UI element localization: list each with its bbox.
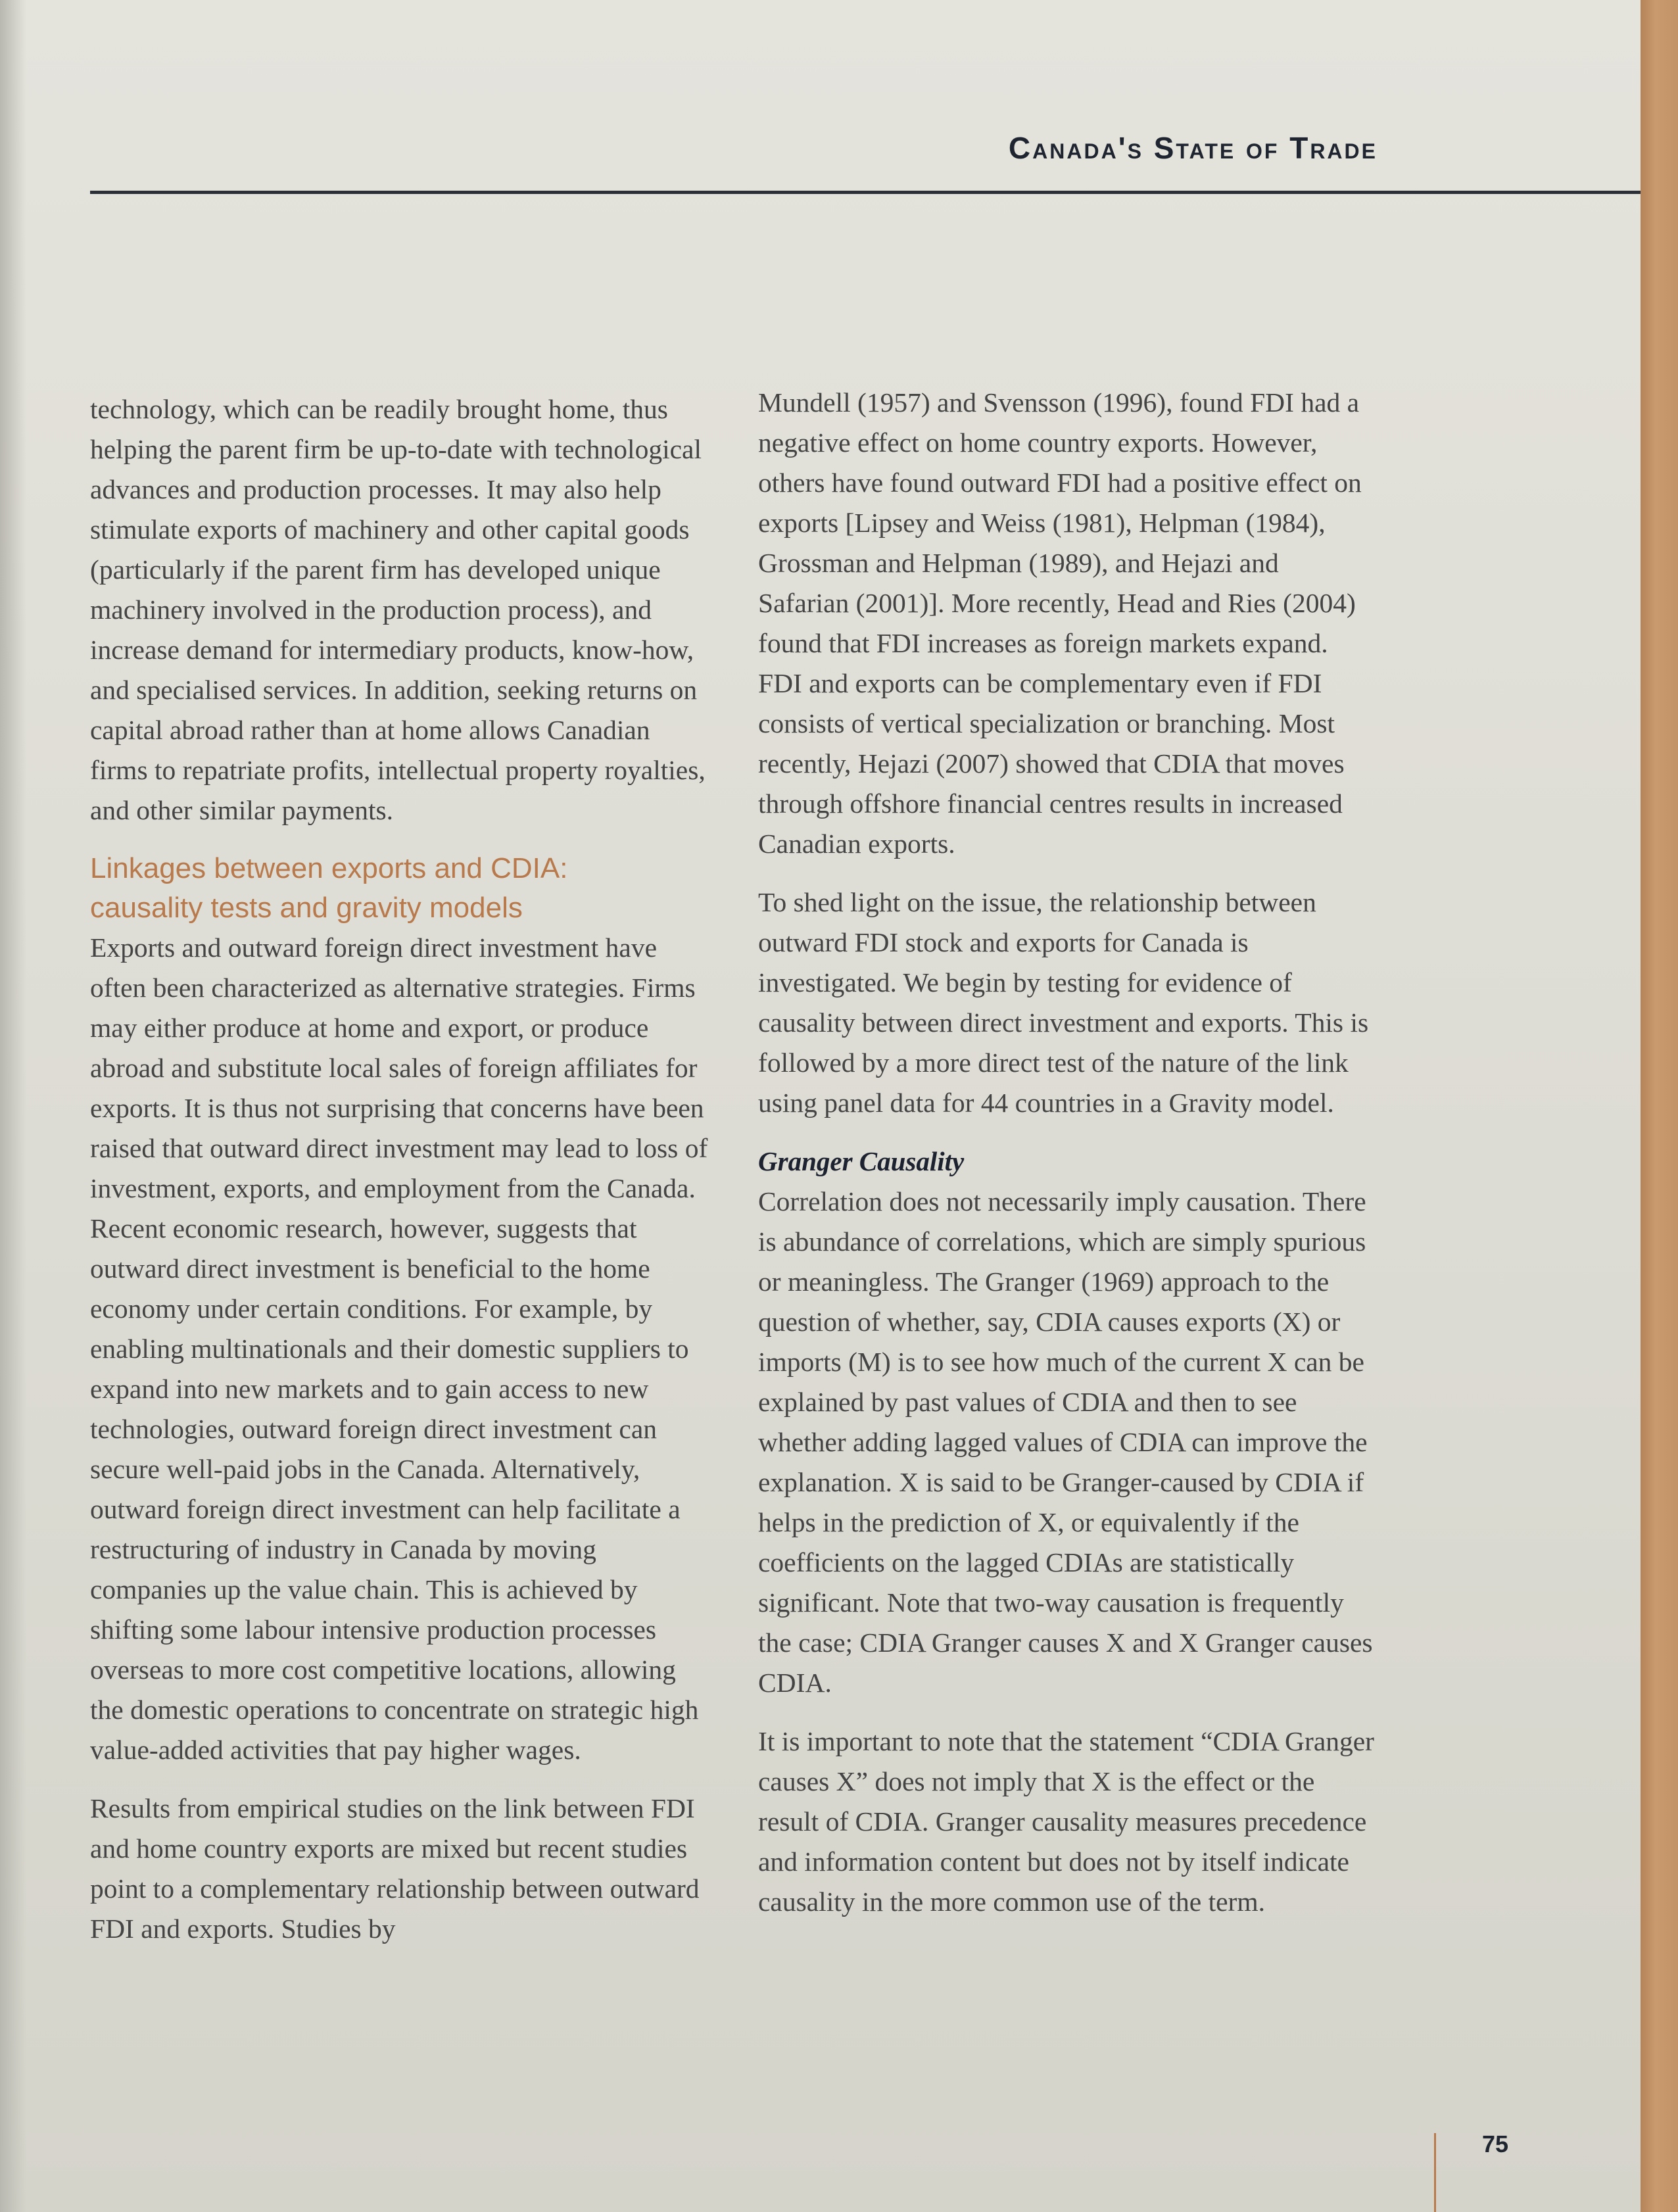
left-column [90,389,708,1949]
section-heading-line-1: Linkages between exports and CDIA: [90,852,568,884]
left-paragraph-3: Results from empirical studies on the link between FDI and home country exports are mixed but recent studies point to a complementary relationship between outward FDI and exports. Studies by [90,1793,700,1944]
page-edge [1641,0,1678,2212]
running-header: Canada's State of Trade [1008,131,1378,165]
section-heading-line-2: causality tests and gravity models [90,892,523,924]
section-heading [90,849,708,928]
left-paragraph-2: Exports and outward foreign direct investment have often been characterized as alternative strategies. Firms may either produce at home and export, or produce abroad and substitute local sales of foreign affiliates for exports. It is thus not surprising that concerns have been raised that outward direct investment may lead to loss of investment, exports, and employment from the Canada. Recent economic research, however, suggests that outward direct investment is beneficial to the home economy under certain conditions. For example, by enabling multinationals and their domestic suppliers to expand into new markets and to gain access to new technologies, outward foreign direct investment can secure well-paid jobs in the Canada. Alternatively, outward foreign direct investment can help facilitate a restructuring of industry in Canada by moving companies up the value chain. This is achieved by shifting some labour intensive production processes overseas to more cost competitive locations, allowing the domestic operations to concentrate on strategic high value-added activities that pay higher wages. [90,932,708,1765]
right-paragraph-1: Mundell (1957) and Svensson (1996), found FDI had a negative effect on home country exports. However, others have found outward FDI had a positive effect on exports [Lipsey and Weiss (1981), Helpman (1984), Grossman and Helpman (1989), and Hejazi and Safarian (2001)]. More recently, Head and Ries (2004) found that FDI increases as foreign markets expand. FDI and exports can be complementary even if FDI consists of vertical specialization or branching. Most recently, Hejazi (2007) showed that CDIA that moves through offshore financial centres results in increased Canadian exports. [758,387,1362,859]
folio-rule [1434,2133,1436,2212]
left-paragraph-1: technology, which can be readily brought home, thus helping the parent firm be up-to-date with technological advances and production processes. It may also help stimulate exports of machinery and other capital goods (particularly if the parent firm has developed unique machinery involved in the production process), and increase demand for intermediary products, know-how, and specialised services. In addition, seeking returns on capital abroad rather than at home allows Canadian firms to repatriate profits, intellectual property royalties, and other similar payments. [90,394,706,825]
page-number: 75 [1482,2130,1509,2157]
right-column [758,383,1376,1922]
right-paragraph-2: To shed light on the issue, the relationship between outward FDI stock and exports for Canada is investigated. We begin by testing for evidence of causality between direct investment and exports. This is followed by a more direct test of the nature of the link using panel data for 44 countries in a Gravity model. [758,887,1369,1118]
granger-causality-subheading: Granger Causality [758,1146,965,1176]
binding-shadow [0,0,26,2212]
right-paragraph-3: Correlation does not necessarily imply causation. There is abundance of correlations, which are simply spurious or meaningless. The Granger (1969) approach to the question of whether, say, CDIA causes exports (X) or imports (M) is to see how much of the current X can be explained by past values of CDIA and then to see whether adding lagged values of CDIA can improve the explanation. X is said to be Granger-caused by CDIA if helps in the prediction of X, or equivalently if the coefficients on the lagged CDIAs are statistically significant. Note that two-way causation is frequently the case; CDIA Granger causes X and X Granger causes CDIA. [758,1186,1373,1698]
header-rule [90,191,1641,194]
right-paragraph-4: It is important to note that the statement “CDIA Granger causes X” does not imply that X is the effect or the result of CDIA. Granger causality measures precedence and information content but does not by itself indicate causality in the more common use of the term. [758,1726,1374,1917]
